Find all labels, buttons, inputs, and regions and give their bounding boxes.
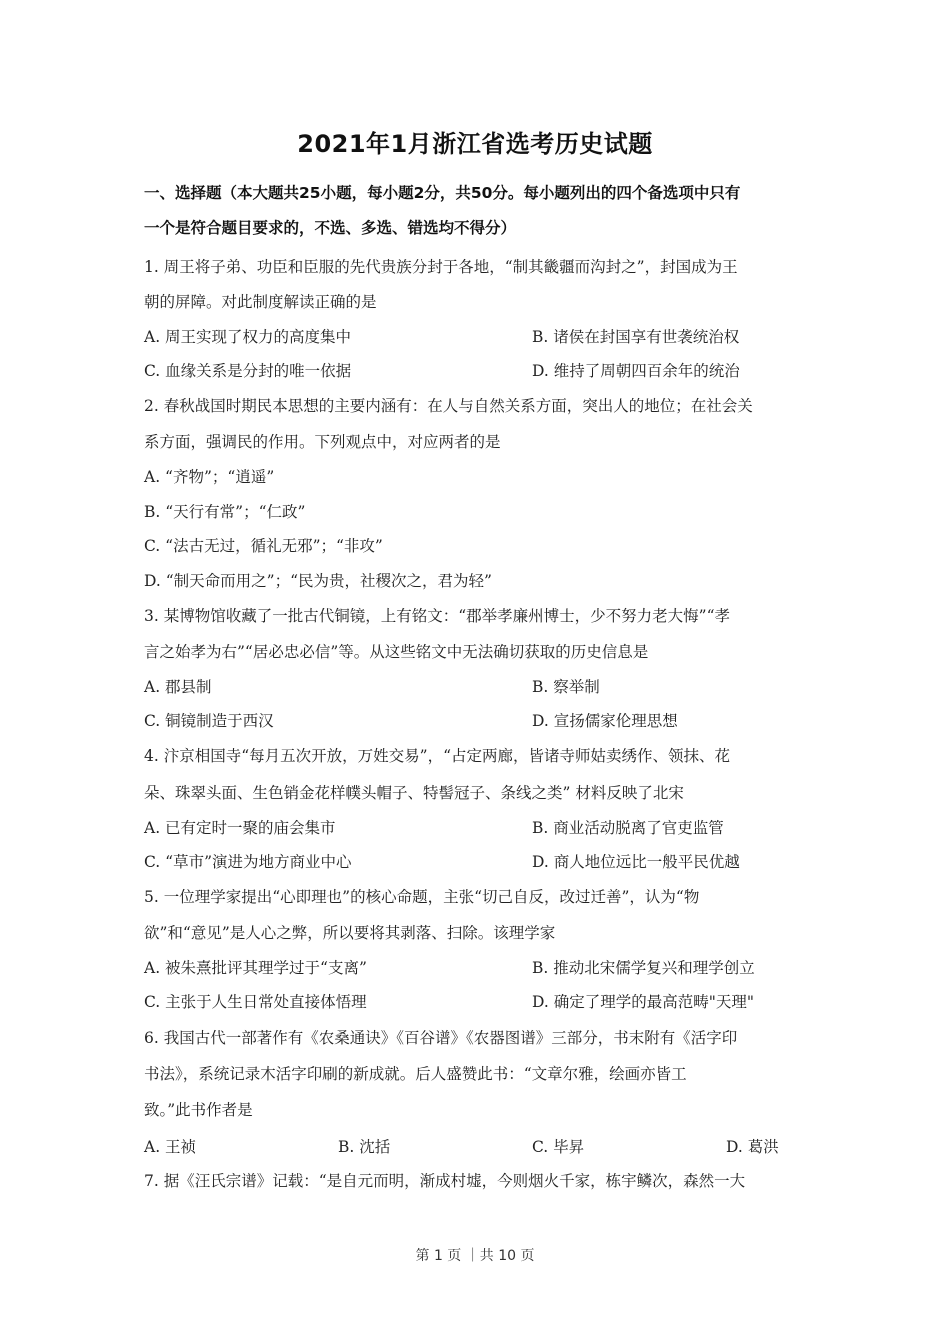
question-4-option-a: A. 已有定时一聚的庙会集市 <box>144 819 336 837</box>
question-1-stem-line2: 朝的屏障。对此制度解读正确的是 <box>144 293 377 311</box>
question-3-option-c: C. 铜镜制造于西汉 <box>144 712 274 730</box>
question-4-option-c: C. “草市”演进为地方商业中心 <box>144 853 352 871</box>
question-7-stem-line1: 7. 据《汪氏宗谱》记载：“是自元而明，渐成村墟，今则烟火千家，栋宇鳞次，森然一大 <box>144 1172 746 1190</box>
question-2-option-b: B. “天行有常”；“仁政” <box>144 503 306 521</box>
question-3-option-d: D. 宣扬儒家伦理思想 <box>532 712 678 730</box>
question-3-option-b: B. 察举制 <box>532 678 600 696</box>
question-1-option-a: A. 周王实现了权力的高度集中 <box>144 328 352 346</box>
section-header-line2: 一个是符合题目要求的，不选、多选、错选均不得分） <box>144 219 517 237</box>
question-6-stem-line3: 致。”此书作者是 <box>144 1101 253 1119</box>
question-1-stem-line1: 1. 周王将子弟、功臣和臣服的先代贵族分封于各地，“制其畿疆而沟封之”，封国成为王 <box>144 258 738 276</box>
question-1-option-d: D. 维持了周朝四百余年的统治 <box>532 362 740 380</box>
question-2-option-c: C. “法古无过，循礼无邪”；“非攻” <box>144 537 383 555</box>
question-3-stem-line2: 言之始孝为右”“居必忠必信”等。从这些铭文中无法确切获取的历史信息是 <box>144 643 649 661</box>
question-4-stem-line2: 朵、珠翠头面、生色销金花样幞头帽子、特髻冠子、条线之类” 材料反映了北宋 <box>144 784 684 802</box>
question-2-stem-line2: 系方面，强调民的作用。下列观点中，对应两者的是 <box>144 433 501 451</box>
question-2-option-a: A. “齐物”；“逍遥” <box>144 468 275 486</box>
question-6-stem-line1: 6. 我国古代一部著作有《农桑通诀》《百谷谱》《农器图谱》三部分，书末附有《活字印 <box>144 1029 738 1047</box>
question-5-option-c: C. 主张于人生日常处直接体悟理 <box>144 993 367 1011</box>
question-5-stem-line1: 5. 一位理学家提出“心即理也”的核心命题，主张“切己自反，改过迁善”，认为“物 <box>144 888 700 906</box>
document-title: 2021年1月浙江省选考历史试题 <box>297 130 653 158</box>
question-2-stem-line1: 2. 春秋战国时期民本思想的主要内涵有：在人与自然关系方面，突出人的地位；在社会关 <box>144 397 753 415</box>
question-6-option-b: B. 沈括 <box>338 1138 391 1156</box>
question-3-option-a: A. 郡县制 <box>144 678 212 696</box>
question-5-option-a: A. 被朱熹批评其理学过于“支离” <box>144 959 367 977</box>
question-4-option-b: B. 商业活动脱离了官吏监管 <box>532 819 724 837</box>
question-1-option-c: C. 血缘关系是分封的唯一依据 <box>144 362 352 380</box>
question-4-stem-line1: 4. 汴京相国寺“每月五次开放，万姓交易”，“占定两廊，皆诸寺师姑卖绣作、领抹、花 <box>144 747 730 765</box>
question-5-option-b: B. 推动北宋儒学复兴和理学创立 <box>532 959 755 977</box>
question-1-option-b: B. 诸侯在封国享有世袭统治权 <box>532 328 740 346</box>
question-6-option-a: A. 王祯 <box>144 1138 197 1156</box>
question-3-stem-line1: 3. 某博物馆收藏了一批古代铜镜，上有铭文：“郡举孝廉州博士，少不努力老大悔”“孝 <box>144 607 730 625</box>
question-5-option-d: D. 确定了理学的最高范畴"天理" <box>532 993 754 1011</box>
question-5-stem-line2: 欲”和“意见”是人心之弊，所以要将其剥落、扫除。该理学家 <box>144 924 556 942</box>
page-footer: 第 1 页 ｜共 10 页 <box>415 1248 535 1264</box>
question-6-stem-line2: 书法》，系统记录木活字印刷的新成就。后人盛赞此书：“文章尔雅，绘画亦皆工 <box>144 1065 687 1083</box>
section-header-line1: 一、选择题（本大题共25小题，每小题2分，共50分。每小题列出的四个备选项中只有 <box>144 184 741 202</box>
question-6-option-c: C. 毕昇 <box>532 1138 585 1156</box>
question-4-option-d: D. 商人地位远比一般平民优越 <box>532 853 740 871</box>
question-2-option-d: D. “制天命而用之”；“民为贵，社稷次之，君为轻” <box>144 572 492 590</box>
question-6-option-d: D. 葛洪 <box>726 1138 779 1156</box>
